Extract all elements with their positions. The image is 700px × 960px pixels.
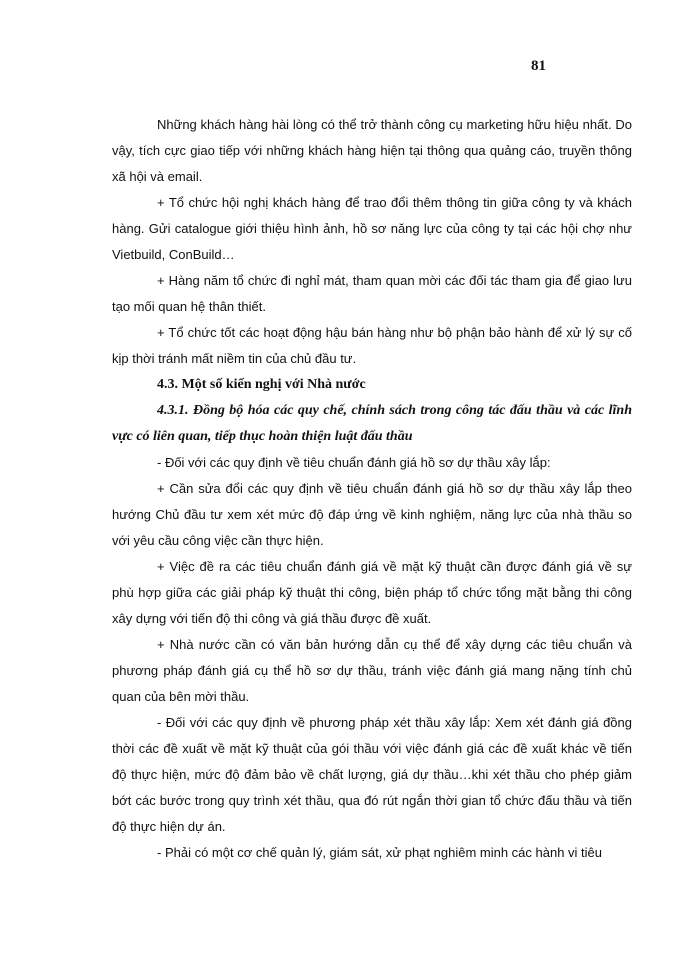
paragraph: + Cần sửa đổi các quy định về tiêu chuẩn đánh giá hồ sơ dự thầu xây lắp theo hướng Chủ đầu tư xem xét mức độ đáp ứng về kinh nghiệm, năng lực của nhà thầu so với yêu cầu công việc cần thực hiện. bbox=[112, 481, 632, 548]
subsection-heading: 4.3.1. Đồng bộ hóa các quy chế, chính sách trong công tác đấu thầu và các lĩnh vực có liên quan, tiếp thục hoàn thiện luật đấu thầu bbox=[112, 403, 632, 444]
paragraph: + Việc đề ra các tiêu chuẩn đánh giá về mặt kỹ thuật cần được đánh giá về sự phù hợp giữa các giải pháp kỹ thuật thi công, biện pháp tổ chức tổng mặt bằng thi công xây dựng với tiến độ thi công và giá thầu được đề xuất. bbox=[112, 559, 632, 626]
paragraph: - Phải có một cơ chế quản lý, giám sát, xử phạt nghiêm minh các hành vi tiêu bbox=[157, 845, 603, 860]
paragraph: - Đối với các quy định về tiêu chuẩn đánh giá hồ sơ dự thầu xây lắp: bbox=[157, 455, 551, 470]
paragraph: + Tổ chức tốt các hoạt động hậu bán hàng như bộ phận bảo hành để xử lý sự cố kịp thời tránh mất niềm tin của chủ đầu tư. bbox=[112, 325, 632, 366]
page-number: 81 bbox=[531, 58, 546, 74]
section-heading: 4.3. Một số kiến nghị với Nhà nước bbox=[157, 377, 366, 392]
paragraph: + Hàng năm tổ chức đi nghỉ mát, tham quan mời các đối tác tham gia để giao lưu tạo mối quan hệ thân thiết. bbox=[112, 273, 632, 314]
document-body bbox=[112, 112, 632, 866]
paragraph: Những khách hàng hài lòng có thể trở thành công cụ marketing hữu hiệu nhất. Do vậy, tích cực giao tiếp với những khách hàng hiện tại thông qua quảng cáo, truyền thông xã hội và email. bbox=[112, 117, 632, 184]
paragraph: - Đối với các quy định về phương pháp xét thầu xây lắp: Xem xét đánh giá đồng thời các đề xuất về mặt kỹ thuật của gói thầu với việc đánh giá các đề xuất khác về tiến độ thực hiện, mức độ đảm bảo về chất lượng, giá dự thầu…khi xét thầu cho phép giảm bớt các bước trong quy trình xét thầu, qua đó rút ngắn thời gian tổ chức đấu thầu và tiến độ thực hiện dự án. bbox=[112, 715, 632, 834]
paragraph: + Tổ chức hội nghị khách hàng để trao đổi thêm thông tin giữa công ty và khách hàng. Gửi catalogue giới thiệu hình ảnh, hồ sơ năng lực của công ty tại các hội chợ như Vietbuild, ConBuild… bbox=[112, 195, 632, 262]
paragraph: + Nhà nước cần có văn bản hướng dẫn cụ thể để xây dựng các tiêu chuẩn và phương pháp đánh giá cụ thể hồ sơ dự thầu, tránh việc đánh giá mang nặng tính chủ quan của bên mời thầu. bbox=[112, 637, 632, 704]
